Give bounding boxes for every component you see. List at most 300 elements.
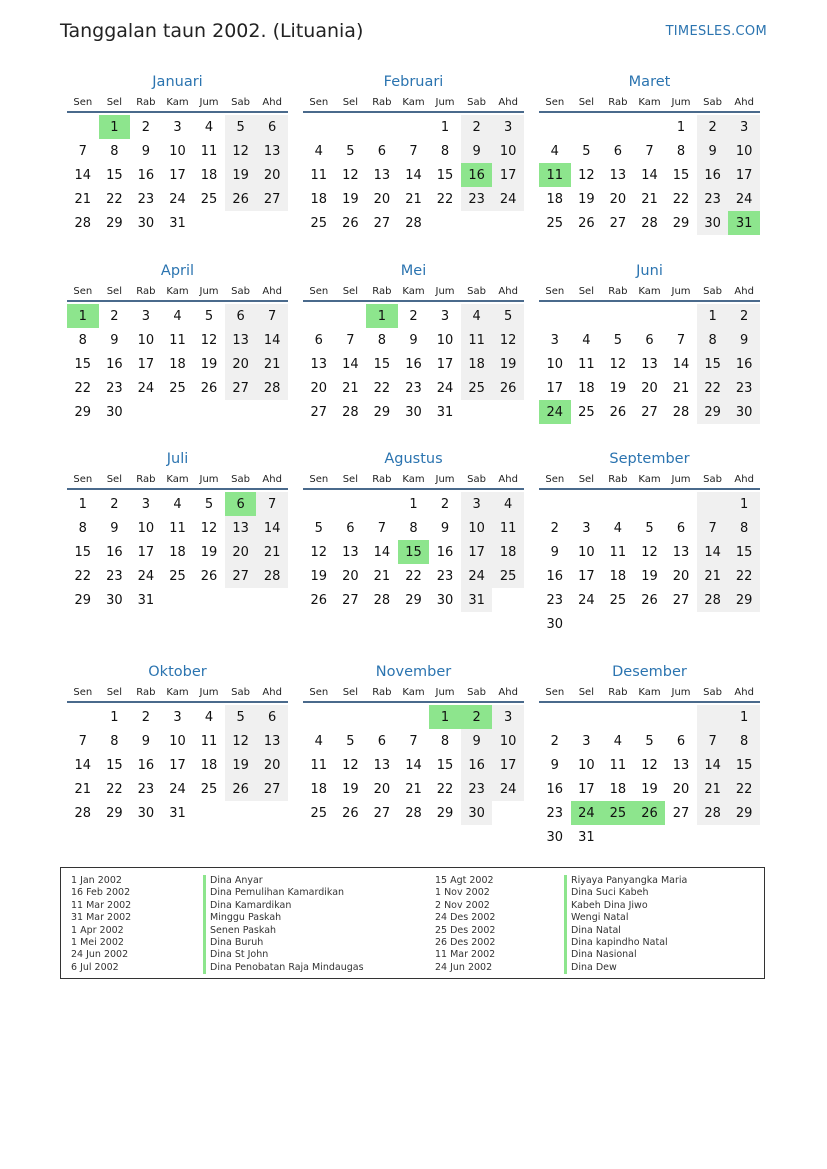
day-cell: 10 bbox=[578, 544, 595, 560]
day-cell: 15 bbox=[436, 167, 454, 183]
month-desember bbox=[539, 661, 760, 849]
month-februari bbox=[303, 71, 524, 235]
day-cell: 22 bbox=[106, 781, 123, 797]
day-cell: 21 bbox=[342, 380, 359, 396]
day-cell: 20 bbox=[225, 540, 257, 564]
day-cell: 22 bbox=[697, 376, 729, 400]
day-cell: 7 bbox=[78, 143, 87, 159]
weekday-label: Kam bbox=[638, 285, 661, 297]
empty-cell bbox=[335, 492, 367, 516]
day-cell: 8 bbox=[440, 733, 450, 749]
day-cell: 4 bbox=[314, 733, 323, 749]
weekday-label: Rab bbox=[136, 285, 156, 297]
weekday-label: Rab bbox=[608, 96, 628, 108]
month-oktober bbox=[67, 661, 288, 825]
day-cell: 12 bbox=[492, 328, 524, 352]
day-cell: 9 bbox=[697, 139, 729, 163]
empty-cell bbox=[303, 304, 335, 328]
day-cell: 17 bbox=[169, 167, 186, 183]
day-cell: 11 bbox=[200, 143, 218, 159]
empty-cell bbox=[67, 115, 99, 139]
day-cell: 12 bbox=[310, 544, 328, 560]
day-cell: 14 bbox=[74, 757, 92, 773]
weekday-label: Ahd bbox=[262, 96, 282, 108]
month-name: Agustus bbox=[384, 451, 443, 467]
legend-holiday-date: 15 Agt 2002 bbox=[435, 875, 494, 886]
month-name: Maret bbox=[628, 74, 671, 90]
day-cell: 20 bbox=[672, 781, 690, 797]
legend-holiday-date: 25 Des 2002 bbox=[435, 924, 496, 936]
day-cell: 21 bbox=[697, 564, 729, 588]
empty-cell bbox=[303, 492, 335, 516]
weekday-label: Kam bbox=[638, 473, 661, 485]
month-name: Desember bbox=[612, 664, 687, 680]
day-cell: 29 bbox=[106, 215, 123, 231]
brand-link[interactable]: TIMESLES.COM bbox=[665, 24, 767, 39]
day-cell: 24 bbox=[539, 400, 571, 424]
day-cell: 25 bbox=[310, 215, 328, 231]
day-cell: 21 bbox=[405, 191, 422, 207]
day-cell: 2 bbox=[728, 304, 760, 328]
day-cell: 25 bbox=[200, 191, 218, 207]
day-cell: 3 bbox=[461, 492, 493, 516]
weekday-label: Kam bbox=[402, 285, 425, 297]
legend-holiday-date: 1 Mei 2002 bbox=[71, 936, 124, 948]
weekday-header bbox=[539, 93, 760, 113]
day-cell: 8 bbox=[377, 332, 387, 348]
empty-cell bbox=[602, 492, 634, 516]
day-cell: 12 bbox=[641, 544, 658, 560]
legend-holiday-date: 2 Nov 2002 bbox=[435, 899, 490, 911]
day-cell: 15 bbox=[106, 167, 123, 183]
weekday-label: Jum bbox=[199, 96, 219, 108]
day-cell: 6 bbox=[676, 520, 686, 536]
day-cell: 10 bbox=[169, 733, 186, 749]
empty-cell bbox=[335, 115, 367, 139]
month-agustus bbox=[303, 448, 524, 612]
day-grid bbox=[67, 705, 288, 825]
day-cell: 3 bbox=[141, 308, 151, 324]
day-cell: 25 bbox=[546, 215, 564, 231]
day-cell: 26 bbox=[342, 215, 359, 231]
day-cell: 18 bbox=[200, 167, 218, 183]
weekday-label: Sab bbox=[467, 285, 486, 297]
weekday-label: Ahd bbox=[262, 686, 282, 698]
day-cell: 25 bbox=[169, 568, 186, 584]
day-cell: 14 bbox=[74, 167, 92, 183]
day-cell: 11 bbox=[609, 757, 627, 773]
weekday-label: Sel bbox=[342, 473, 358, 485]
day-cell: 13 bbox=[256, 139, 288, 163]
day-cell: 30 bbox=[106, 404, 123, 420]
day-cell: 15 bbox=[672, 167, 690, 183]
day-cell: 23 bbox=[461, 777, 493, 801]
weekday-header bbox=[303, 282, 524, 302]
empty-cell bbox=[571, 492, 603, 516]
day-cell: 20 bbox=[672, 568, 690, 584]
weekday-label: Kam bbox=[166, 473, 189, 485]
day-cell: 22 bbox=[728, 777, 760, 801]
month-name: Januari bbox=[152, 74, 203, 90]
weekday-label: Sen bbox=[73, 285, 93, 297]
day-cell: 21 bbox=[373, 568, 391, 584]
weekday-label: Rab bbox=[372, 686, 392, 698]
day-cell: 7 bbox=[346, 332, 355, 348]
day-cell: 12 bbox=[200, 520, 218, 536]
day-cell: 13 bbox=[342, 544, 359, 560]
day-cell: 26 bbox=[225, 777, 257, 801]
day-cell: 11 bbox=[609, 544, 627, 560]
weekday-label: Sel bbox=[342, 686, 358, 698]
day-cell: 14 bbox=[256, 516, 288, 540]
day-cell: 20 bbox=[373, 781, 391, 797]
day-cell: 1 bbox=[440, 119, 450, 135]
weekday-label: Ahd bbox=[498, 686, 518, 698]
empty-cell bbox=[634, 115, 666, 139]
day-cell: 24 bbox=[578, 592, 595, 608]
day-cell: 15 bbox=[697, 352, 729, 376]
weekday-header bbox=[303, 683, 524, 703]
day-cell: 17 bbox=[169, 757, 186, 773]
day-cell: 24 bbox=[137, 568, 155, 584]
day-cell: 21 bbox=[405, 781, 422, 797]
day-cell: 22 bbox=[74, 568, 92, 584]
day-cell: 4 bbox=[492, 492, 524, 516]
day-cell: 30 bbox=[546, 829, 564, 845]
legend-dates-right bbox=[435, 875, 495, 974]
day-cell: 18 bbox=[492, 540, 524, 564]
day-cell: 8 bbox=[728, 729, 760, 753]
day-cell: 28 bbox=[342, 404, 359, 420]
day-cell: 3 bbox=[141, 496, 151, 512]
day-cell: 16 bbox=[436, 544, 454, 560]
empty-cell bbox=[366, 492, 398, 516]
day-cell: 18 bbox=[310, 191, 328, 207]
day-cell: 8 bbox=[110, 143, 119, 159]
empty-cell bbox=[571, 115, 603, 139]
day-cell: 2 bbox=[550, 733, 559, 749]
day-cell: 4 bbox=[461, 304, 493, 328]
legend-holiday-name: Riyaya Panyangka Maria bbox=[564, 875, 687, 887]
weekday-label: Sel bbox=[578, 96, 594, 108]
day-cell: 6 bbox=[225, 492, 257, 516]
day-cell: 25 bbox=[602, 801, 634, 825]
day-cell: 20 bbox=[225, 352, 257, 376]
weekday-label: Sel bbox=[342, 96, 358, 108]
day-cell: 20 bbox=[641, 380, 658, 396]
empty-cell bbox=[634, 492, 666, 516]
day-cell: 27 bbox=[225, 376, 257, 400]
day-cell: 5 bbox=[225, 115, 257, 139]
day-cell: 11 bbox=[169, 332, 186, 348]
month-juli bbox=[67, 448, 288, 612]
day-cell: 9 bbox=[141, 143, 151, 159]
weekday-label: Jum bbox=[435, 96, 455, 108]
day-cell: 1 bbox=[728, 705, 760, 729]
day-cell: 17 bbox=[578, 568, 595, 584]
day-cell: 28 bbox=[405, 805, 422, 821]
day-cell: 6 bbox=[256, 115, 288, 139]
day-cell: 17 bbox=[461, 540, 493, 564]
empty-cell bbox=[602, 304, 634, 328]
day-cell: 26 bbox=[310, 592, 328, 608]
day-cell: 19 bbox=[200, 544, 218, 560]
day-cell: 2 bbox=[141, 709, 151, 725]
day-cell: 24 bbox=[169, 191, 186, 207]
legend-holiday-date: 24 Jun 2002 bbox=[71, 949, 129, 961]
day-cell: 13 bbox=[373, 757, 391, 773]
day-cell: 4 bbox=[204, 709, 214, 725]
day-cell: 30 bbox=[436, 592, 454, 608]
day-grid bbox=[539, 492, 760, 636]
day-cell: 26 bbox=[342, 805, 359, 821]
day-cell: 17 bbox=[492, 753, 524, 777]
day-cell: 18 bbox=[169, 356, 186, 372]
day-cell: 1 bbox=[110, 709, 119, 725]
legend-holiday-name: Dina Anyar bbox=[203, 875, 364, 887]
weekday-label: Sab bbox=[231, 686, 250, 698]
day-cell: 16 bbox=[461, 753, 493, 777]
day-cell: 5 bbox=[582, 143, 591, 159]
day-cell: 31 bbox=[169, 215, 186, 231]
day-cell: 18 bbox=[609, 568, 627, 584]
day-cell: 24 bbox=[571, 801, 603, 825]
weekday-label: Sen bbox=[545, 473, 565, 485]
day-cell: 10 bbox=[578, 757, 595, 773]
day-cell: 27 bbox=[672, 805, 690, 821]
day-cell: 23 bbox=[137, 781, 155, 797]
empty-cell bbox=[398, 705, 430, 729]
day-cell: 17 bbox=[728, 163, 760, 187]
day-cell: 16 bbox=[106, 544, 123, 560]
day-cell: 28 bbox=[697, 801, 729, 825]
weekday-label: Sab bbox=[703, 686, 722, 698]
weekday-label: Jum bbox=[435, 285, 455, 297]
empty-cell bbox=[335, 705, 367, 729]
day-cell: 15 bbox=[74, 356, 92, 372]
legend-names-left bbox=[203, 875, 364, 974]
weekday-label: Rab bbox=[136, 686, 156, 698]
month-name: November bbox=[375, 664, 452, 680]
day-cell: 6 bbox=[225, 304, 257, 328]
day-cell: 12 bbox=[609, 356, 627, 372]
day-cell: 21 bbox=[256, 352, 288, 376]
day-cell: 9 bbox=[409, 332, 418, 348]
day-cell: 26 bbox=[200, 380, 218, 396]
weekday-label: Sen bbox=[73, 473, 93, 485]
day-cell: 6 bbox=[377, 733, 387, 749]
day-cell: 11 bbox=[461, 328, 493, 352]
day-cell: 19 bbox=[578, 191, 595, 207]
day-cell: 23 bbox=[697, 187, 729, 211]
day-cell: 7 bbox=[697, 729, 729, 753]
day-cell: 9 bbox=[550, 544, 559, 560]
day-cell: 9 bbox=[461, 139, 493, 163]
month-name: September bbox=[609, 451, 690, 467]
weekday-header bbox=[67, 683, 288, 703]
day-cell: 14 bbox=[405, 757, 422, 773]
day-cell: 15 bbox=[373, 356, 391, 372]
day-cell: 13 bbox=[672, 757, 690, 773]
day-cell: 3 bbox=[550, 332, 559, 348]
empty-cell bbox=[67, 705, 99, 729]
legend-holiday-name: Dina Kamardikan bbox=[203, 900, 364, 912]
day-cell: 19 bbox=[342, 781, 359, 797]
legend-holiday-date: 1 Apr 2002 bbox=[71, 924, 124, 936]
weekday-header bbox=[67, 282, 288, 302]
day-cell: 15 bbox=[106, 757, 123, 773]
day-cell: 9 bbox=[728, 328, 760, 352]
day-cell: 26 bbox=[641, 592, 658, 608]
day-cell: 30 bbox=[728, 400, 760, 424]
day-cell: 3 bbox=[173, 709, 182, 725]
day-cell: 1 bbox=[99, 115, 131, 139]
day-cell: 10 bbox=[461, 516, 493, 540]
weekday-label: Rab bbox=[608, 285, 628, 297]
day-cell: 17 bbox=[578, 781, 595, 797]
day-cell: 7 bbox=[645, 143, 654, 159]
day-cell: 26 bbox=[578, 215, 595, 231]
day-cell: 23 bbox=[728, 376, 760, 400]
day-cell: 21 bbox=[697, 777, 729, 801]
day-cell: 28 bbox=[256, 564, 288, 588]
day-cell: 18 bbox=[169, 544, 186, 560]
weekday-label: Rab bbox=[136, 473, 156, 485]
day-cell: 8 bbox=[440, 143, 450, 159]
legend-holiday-name: Dina Nasional bbox=[564, 949, 687, 961]
empty-cell bbox=[366, 115, 398, 139]
day-cell: 8 bbox=[697, 328, 729, 352]
legend-holiday-name: Wengi Natal bbox=[564, 912, 687, 924]
day-cell: 9 bbox=[110, 332, 119, 348]
day-cell: 10 bbox=[546, 356, 564, 372]
day-cell: 25 bbox=[609, 592, 627, 608]
weekday-label: Rab bbox=[608, 686, 628, 698]
weekday-header bbox=[539, 683, 760, 703]
weekday-header bbox=[539, 282, 760, 302]
day-cell: 6 bbox=[377, 143, 387, 159]
day-cell: 27 bbox=[225, 564, 257, 588]
empty-cell bbox=[303, 705, 335, 729]
month-maret bbox=[539, 71, 760, 235]
empty-cell bbox=[697, 492, 729, 516]
day-cell: 20 bbox=[310, 380, 328, 396]
day-cell: 28 bbox=[672, 404, 690, 420]
day-cell: 4 bbox=[204, 119, 214, 135]
weekday-label: Jum bbox=[199, 473, 219, 485]
day-cell: 30 bbox=[137, 805, 155, 821]
empty-cell bbox=[571, 705, 603, 729]
day-cell: 5 bbox=[346, 733, 355, 749]
day-cell: 7 bbox=[256, 492, 288, 516]
day-cell: 9 bbox=[550, 757, 559, 773]
month-name: Juli bbox=[166, 451, 189, 467]
empty-cell bbox=[539, 115, 571, 139]
day-cell: 13 bbox=[256, 729, 288, 753]
day-cell: 30 bbox=[546, 616, 564, 632]
month-name: Oktober bbox=[148, 664, 207, 680]
day-cell: 7 bbox=[676, 332, 686, 348]
day-cell: 24 bbox=[492, 187, 524, 211]
holiday-legend bbox=[60, 867, 765, 979]
day-cell: 10 bbox=[728, 139, 760, 163]
weekday-label: Ahd bbox=[734, 473, 754, 485]
weekday-label: Rab bbox=[136, 96, 156, 108]
weekday-label: Sen bbox=[545, 686, 565, 698]
day-cell: 14 bbox=[672, 356, 690, 372]
day-cell: 18 bbox=[310, 781, 328, 797]
day-cell: 17 bbox=[492, 163, 524, 187]
legend-holiday-date: 16 Feb 2002 bbox=[71, 887, 131, 899]
day-cell: 24 bbox=[169, 781, 186, 797]
weekday-header bbox=[303, 470, 524, 490]
day-cell: 15 bbox=[728, 540, 760, 564]
month-januari bbox=[67, 71, 288, 235]
day-cell: 18 bbox=[609, 781, 627, 797]
day-cell: 13 bbox=[225, 328, 257, 352]
day-cell: 31 bbox=[137, 592, 155, 608]
day-cell: 19 bbox=[225, 753, 257, 777]
day-cell: 10 bbox=[436, 332, 454, 348]
day-cell: 14 bbox=[373, 544, 391, 560]
day-cell: 27 bbox=[609, 215, 627, 231]
weekday-header bbox=[303, 93, 524, 113]
empty-cell bbox=[571, 304, 603, 328]
day-cell: 13 bbox=[225, 516, 257, 540]
day-cell: 25 bbox=[200, 781, 218, 797]
weekday-label: Rab bbox=[372, 473, 392, 485]
day-cell: 2 bbox=[461, 705, 493, 729]
weekday-label: Sab bbox=[703, 473, 722, 485]
day-cell: 11 bbox=[539, 163, 571, 187]
day-cell: 15 bbox=[436, 757, 454, 773]
legend-holiday-name: Dina St John bbox=[203, 949, 364, 961]
day-cell: 11 bbox=[310, 757, 328, 773]
day-cell: 6 bbox=[314, 332, 323, 348]
weekday-label: Jum bbox=[435, 473, 455, 485]
day-cell: 27 bbox=[310, 404, 328, 420]
day-cell: 10 bbox=[137, 520, 155, 536]
month-september bbox=[539, 448, 760, 636]
day-cell: 22 bbox=[405, 568, 422, 584]
day-cell: 7 bbox=[256, 304, 288, 328]
legend-holiday-name: Dina Dew bbox=[564, 962, 687, 974]
day-cell: 2 bbox=[697, 115, 729, 139]
day-cell: 21 bbox=[74, 191, 92, 207]
day-cell: 20 bbox=[256, 753, 288, 777]
legend-names-right bbox=[564, 875, 687, 974]
weekday-label: Jum bbox=[671, 473, 691, 485]
day-cell: 5 bbox=[492, 304, 524, 328]
day-grid bbox=[303, 492, 524, 612]
day-cell: 11 bbox=[169, 520, 186, 536]
day-cell: 29 bbox=[697, 400, 729, 424]
day-cell: 29 bbox=[74, 592, 92, 608]
day-cell: 24 bbox=[492, 777, 524, 801]
weekday-label: Sen bbox=[309, 686, 329, 698]
day-cell: 25 bbox=[169, 380, 186, 396]
legend-holiday-name: Kabeh Dina Jiwo bbox=[564, 900, 687, 912]
day-cell: 13 bbox=[641, 356, 658, 372]
legend-holiday-date: 24 Des 2002 bbox=[435, 912, 496, 924]
day-cell: 5 bbox=[346, 143, 355, 159]
day-cell: 28 bbox=[74, 805, 92, 821]
weekday-label: Sen bbox=[545, 285, 565, 297]
day-cell: 21 bbox=[672, 380, 690, 396]
day-cell: 24 bbox=[436, 380, 454, 396]
day-cell: 23 bbox=[137, 191, 155, 207]
day-cell: 2 bbox=[110, 308, 119, 324]
